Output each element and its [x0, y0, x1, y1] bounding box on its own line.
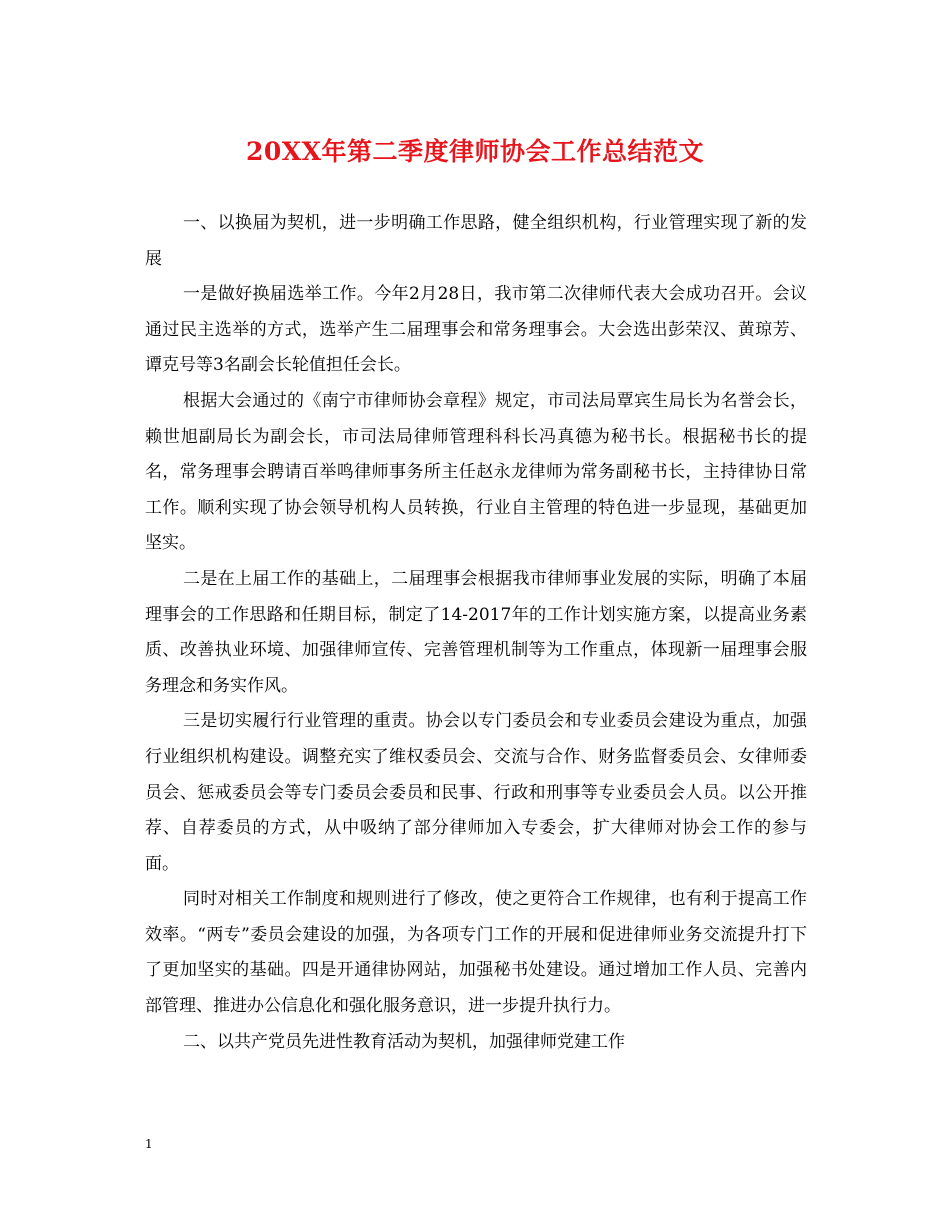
- section-heading-2: 二、以共产党员先进性教育活动为契机，加强律师党建工作: [183, 1031, 625, 1052]
- document-body: [145, 206, 807, 1060]
- paragraph-election: 一是做好换届选举工作。今年2月28日，我市第二次律师代表大会成功召开。会议通过民主选举的方式，选举产生二届理事会和常务理事会。大会选出彭荣汉、黄琼芳、谭克号等3名副会长轮值担任会长。: [145, 284, 807, 376]
- section-heading-1: 一、以换届为契机，进一步明确工作思路，健全组织机构，行业管理实现了新的发展: [145, 213, 807, 269]
- paragraph-work-plan: 二是在上届工作的基础上，二届理事会根据我市律师事业发展的实际，明确了本届理事会的工作思路和任期目标，制定了14-2017年的工作计划实施方案，以提高业务素质、改善执业环境、加强律师宣传、完善管理机制等为工作重点，体现新一届理事会服务理念和务实作风。: [145, 568, 807, 696]
- paragraph-charter: 根据大会通过的《南宁市律师协会章程》规定，市司法局覃宾生局长为名誉会长，赖世旭副局长为副会长，市司法局律师管理科科长冯真德为秘书长。根据秘书长的提名，常务理事会聘请百举鸣律师事务所主任赵永龙律师为常务副秘书长，主持律协日常工作。顺利实现了协会领导机构人员转换，行业自主管理的特色进一步显现，基础更加坚实。: [145, 390, 807, 554]
- paragraph-rules-revision: 同时对相关工作制度和规则进行了修改，使之更符合工作规律，也有利于提高工作效率。“两专”委员会建设的加强，为各项专门工作的开展和促进律师业务交流提升打下了更加坚实的基础。四是开通律协网站，加强秘书处建设。通过增加工作人员、完善内部管理、推进办公信息化和强化服务意识，进一步提升执行力。: [145, 889, 807, 1017]
- paragraph-industry-management: 三是切实履行行业管理的重责。协会以专门委员会和专业委员会建设为重点，加强行业组织机构建设。调整充实了维权委员会、交流与合作、财务监督委员会、女律师委员会、惩戒委员会等专门委员会委员和民事、行政和刑事等专业委员会人员。以公开推荐、自荐委员的方式，从中吸纳了部分律师加入专委会，扩大律师对协会工作的参与面。: [145, 711, 807, 874]
- document-title: 20XX年第二季度律师协会工作总结范文: [245, 137, 705, 166]
- page-number: 1: [145, 1137, 153, 1151]
